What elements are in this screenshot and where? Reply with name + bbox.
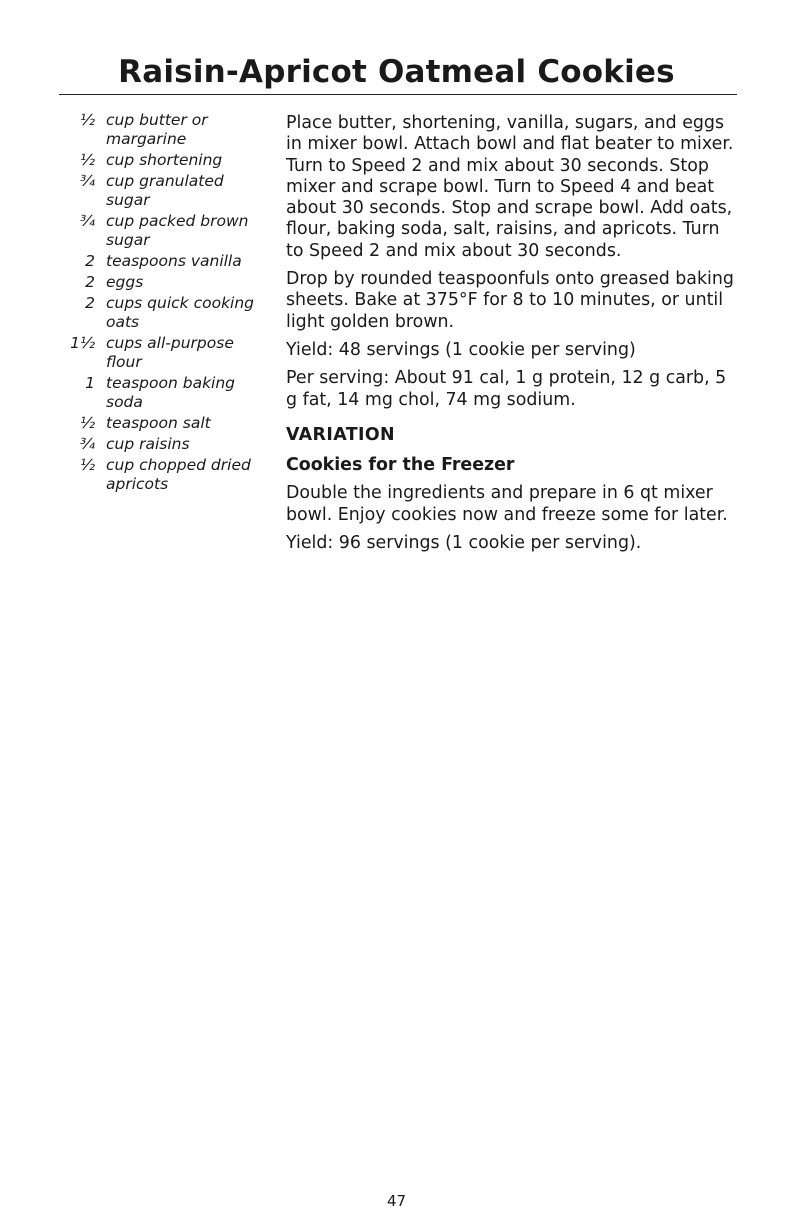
ingredient-text: teaspoon salt (106, 414, 211, 432)
ingredient-item (0, 273, 275, 292)
ingredient-quantity: ½ (79, 111, 95, 129)
ingredient-item (0, 212, 275, 250)
variation-subtitle: Cookies for the Freezer (286, 455, 515, 476)
ingredient-item (0, 414, 275, 433)
ingredient-quantity: ½ (79, 151, 95, 169)
variation-paragraph: Double the ingredients and prepare in 6 qt mixer bowl. Enjoy cookies now and freeze some for later. (286, 483, 728, 525)
ingredient-quantity: 2 (85, 294, 95, 312)
ingredient-item (0, 172, 275, 210)
ingredient-text: cup shortening (106, 151, 223, 169)
directions-step: Drop by rounded teaspoonfuls onto greased baking sheets. Bake at 375°F for 8 to 10 minutes, or until light golden brown. (286, 269, 734, 332)
ingredient-item (0, 374, 275, 412)
ingredient-quantity: ¾ (79, 435, 95, 453)
ingredient-text: teaspoons vanilla (106, 252, 242, 270)
ingredient-item (0, 294, 275, 332)
ingredient-item (0, 456, 275, 494)
ingredient-list (0, 111, 275, 496)
ingredient-text: eggs (106, 273, 144, 291)
ingredient-text: cup butter or margarine (106, 111, 208, 148)
yield-text: Yield: 48 servings (1 cookie per serving) (286, 339, 636, 360)
variation-heading: VARIATION (286, 424, 395, 445)
ingredient-text: teaspoon baking soda (106, 374, 236, 411)
ingredient-quantity: ¾ (79, 172, 95, 190)
ingredient-quantity: ¾ (79, 212, 95, 230)
directions-step: Place butter, shortening, vanilla, sugars, and eggs in mixer bowl. Attach bowl and flat beater to mixer. Turn to Speed 2 and mix about 30 seconds. Stop mixer and scrape bowl. Turn to Speed 4 and beat about 30 seconds. Stop and scrape bowl. Add oats, flour, baking soda, salt, raisins, and apricots. Turn to Speed 2 and mix about 30 seconds. (286, 113, 734, 261)
ingredient-text: cup chopped dried apricots (106, 456, 251, 493)
page-number: 47 (386, 1192, 407, 1210)
ingredient-item (0, 111, 275, 149)
page-title: Raisin-Apricot Oatmeal Cookies (118, 54, 675, 90)
ingredient-text: cups quick cooking oats (106, 294, 255, 331)
ingredient-quantity: 2 (85, 273, 95, 291)
ingredient-quantity: ½ (79, 414, 95, 432)
ingredient-text: cup raisins (106, 435, 190, 453)
directions (286, 113, 742, 561)
variation-yield: Yield: 96 servings (1 cookie per serving). (286, 533, 642, 554)
ingredient-quantity: 1½ (70, 334, 95, 352)
ingredient-item (0, 435, 275, 454)
ingredient-text: cups all-purpose flour (106, 334, 234, 371)
ingredient-item (0, 334, 275, 372)
ingredient-item (0, 151, 275, 170)
ingredient-quantity: ½ (79, 456, 95, 474)
nutrition-text: Per serving: About 91 cal, 1 g protein, 12 g carb, 5 g fat, 14 mg chol, 74 mg sodium. (286, 368, 727, 410)
ingredient-item (0, 252, 275, 271)
ingredient-text: cup granulated sugar (106, 172, 224, 209)
ingredient-text: cup packed brown sugar (106, 212, 249, 249)
title-divider (59, 94, 737, 95)
ingredient-quantity: 2 (85, 252, 95, 270)
ingredient-quantity: 1 (85, 374, 95, 392)
